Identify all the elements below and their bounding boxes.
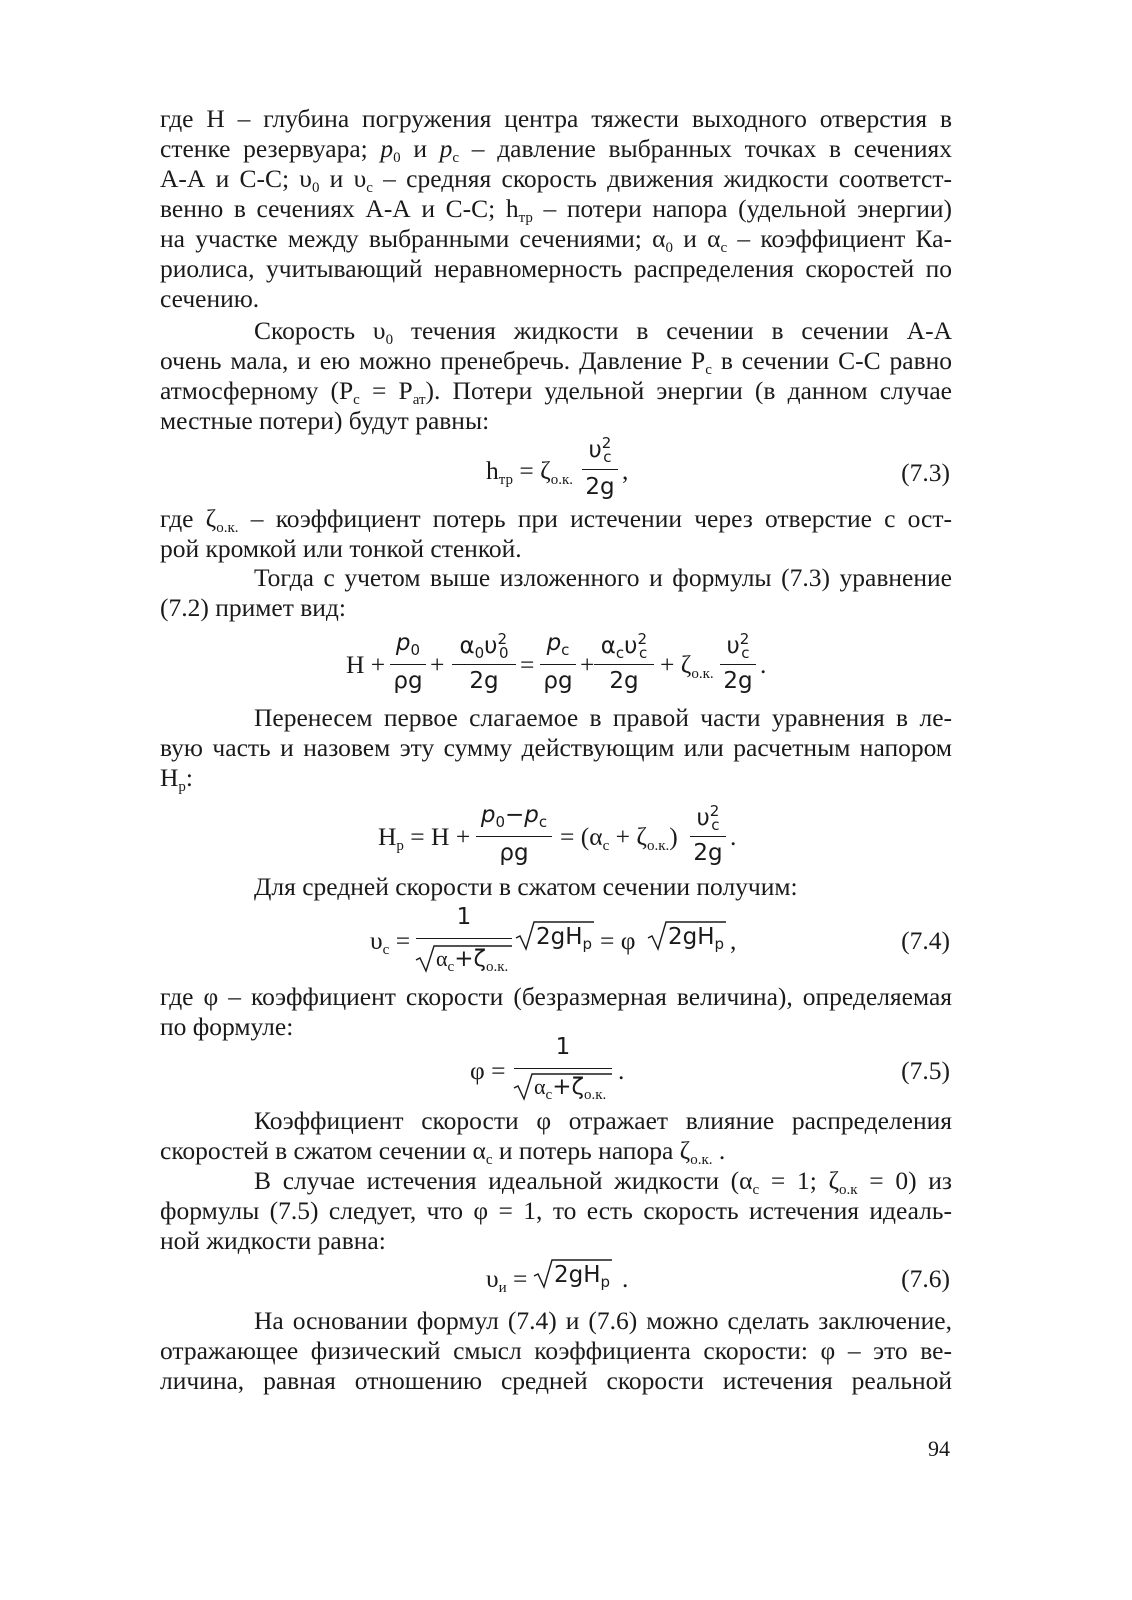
text-line: скоростей в сжатом сечении $\alpha_c$ и потерь напора $\zeta_{о.к.}$ . <box>160 1136 726 1168</box>
text-line: где $\zeta_{о.к.}$ – коэффициент потерь при истечении через отверстие с ост- <box>160 504 952 536</box>
text-line: Скорость $\upsilon_0$ течения жидкости в сечении в сечении А-А <box>254 316 952 348</box>
text-line: Коэффициент скорости φ отражает влияние распределения <box>254 1106 952 1135</box>
text-line: риолиса, учитывающий неравномерность распределения скоростей по <box>160 254 952 283</box>
text-line: На основании формул (7.4) и (7.6) можно сделать заключение, <box>254 1306 952 1335</box>
text-line: венно в сечениях А-А и С-С; $h_{тр}$ – потери напора (удельной энергии) <box>160 194 952 226</box>
paragraph-phi <box>160 982 952 1042</box>
paragraph-mean-velocity <box>160 872 952 902</box>
paragraph-conclusion <box>160 1306 952 1396</box>
page-number: 94 <box>928 1436 950 1461</box>
text-line: Тогда с учетом выше изложенного и формулы (7.3) уравнение <box>254 563 952 592</box>
paragraph-transfer <box>160 703 952 793</box>
text-line: местные потери) будут равны: <box>160 406 490 435</box>
text-line: очень мала, и ею можно пренебречь. Давление $Р_с$ в сечении С-С равно <box>160 346 953 378</box>
text-line: где Н – глубина погружения центра тяжести выходного отверстия в <box>160 104 952 133</box>
text-line: В случае истечения идеальной жидкости ($\alpha_с = 1$; $\zeta_{о.к} = 0$) из <box>254 1166 952 1198</box>
text-line: $Н_р$: <box>160 763 194 795</box>
equation-number: (7.3) <box>901 458 950 487</box>
paragraph-zeta <box>160 504 952 564</box>
document-page: где Н – глубина погружения центра тяжести выходного отверстия в стенке резервуара; $p_0$ и $p_c$ – давление выбранных точках в сечениях А-А и С-С; $\upsilon_0$ и $\upsilon_c$ – средняя скорость движения жидкости соответст- венно в сечениях А-А и С-С; $h_{тр}$ – потери напора (удельной энергии) на участке между выбранными сечениями; $\alpha_0$ и $\alpha_c$ – коэффициент Ка- риолиса, учитывающий неравномерность распределения скоростей по сечению. Скорость $\upsilon_0$ течения жидкости в сечении в сечении А-А очень мала, и ею можно пренебречь. Давление $Р_с$ в сечении С-С равно атмосферному $(Р_с = Р_{ат})$. Потери удельной энергии (в данном случае местные потери) будут равны: $h_{тр} = \zeta_{о.к.}$ $\upsilon^2_c$ 2g , (7.3) где $\zeta_{о.к.}$ – коэффициент потерь при истечении через отверстие с ост- рой кромкой или тонкой стенкой. Тогда с учетом выше изложенного и формулы (7.3) уравнение (7.2) примет вид: Н + $p_0$ ρg + $\alpha_0\upsilon^2_0$ 2g = $p_c$ ρg + $\alpha_c\upsilon^2_c$ 2g + $\zeta_{о.к.}$ $\upsilon^2_c$ 2g . Перенесем первое слагаемое в правой части уравнения в ле- вую часть и назовем эту сумму действующим или расчетным напором $Н_р$: $Н_р = Н$ + $p_0-p_c$ ρg = $(\alpha_c + \zeta_{о.к.})$ $\upsilon^2_c$ 2g . Для средней скорости в сжатом сечении получим: $\upsilon_c$ = 1 $\alpha_c+\zeta_{о.к.}$ $2gH_p$ = φ $2gH_p$ , (7.4) где φ – коэффициент скорости (безразмерная величина), определяемая по формуле: φ = 1 $\alpha_c+\zeta_{о.к.}$ . (7.5) Коэффициент скорости φ отражает влияние распределения скоростей в сжатом сечении $\alpha_c$ и потерь напора $\zeta_{о.к.}$ . В случае истечения идеальной жидкости ($\alpha_с = 1$; $\zeta_{о.к} = 0$) из формулы (7.5) следует, что φ = 1, то есть скорость истечения идеаль- ной жидкости равна: $\upsilon_и$ = $2gH_p$ . (7.6) На основании формул (7.4) и (7.6) можно сделать заключение, отражающее физический смысл коэффициента скорости: φ – это ве- личина, равная отношению средней скорости истечения реальной 94 <box>160 104 953 1461</box>
paragraph-then <box>160 563 952 623</box>
paragraph-definitions <box>160 104 952 314</box>
paragraph-coefficient <box>160 1106 952 1166</box>
equation-number: (7.6) <box>901 1264 950 1293</box>
text-line: вую часть и назовем эту сумму действующим или расчетным напором <box>160 733 952 762</box>
equation-number: (7.5) <box>901 1056 950 1085</box>
text-line: ной жидкости равна: <box>160 1226 386 1255</box>
equation-number: (7.4) <box>901 926 950 955</box>
text-line: стенке резервуара; $p_0$ и $p_c$ – давление выбранных точках в сечениях <box>160 134 952 166</box>
text-line: формулы (7.5) следует, что φ = 1, то есть скорость истечения идеаль- <box>160 1196 952 1225</box>
text-line: А-А и С-С; $\upsilon_0$ и $\upsilon_c$ – средняя скорость движения жидкости соответст- <box>160 164 953 196</box>
text-line: Перенесем первое слагаемое в правой части уравнения в ле- <box>254 703 952 732</box>
text-line: по формуле: <box>160 1012 294 1041</box>
paragraph-velocity <box>160 316 952 436</box>
text-line: рой кромкой или тонкой стенкой. <box>160 534 522 563</box>
text-line: где φ – коэффициент скорости (безразмерная величина), определяемая <box>160 982 952 1011</box>
text-line: сечению. <box>160 284 260 313</box>
text-line: на участке между выбранными сечениями; $\alpha_0$ и $\alpha_c$ – коэффициент Ка- <box>160 224 952 256</box>
text-line: (7.2) примет вид: <box>160 593 346 622</box>
text-line: личина, равная отношению средней скорости истечения реальной <box>160 1366 952 1395</box>
text-line: атмосферному $(Р_с = Р_{ат})$. Потери удельной энергии (в данном случае <box>160 376 952 408</box>
text-line: отражающее физический смысл коэффициента скорости: φ – это ве- <box>160 1336 952 1365</box>
paragraph-ideal <box>160 1166 952 1256</box>
text-line: Для средней скорости в сжатом сечении получим: <box>254 872 798 901</box>
